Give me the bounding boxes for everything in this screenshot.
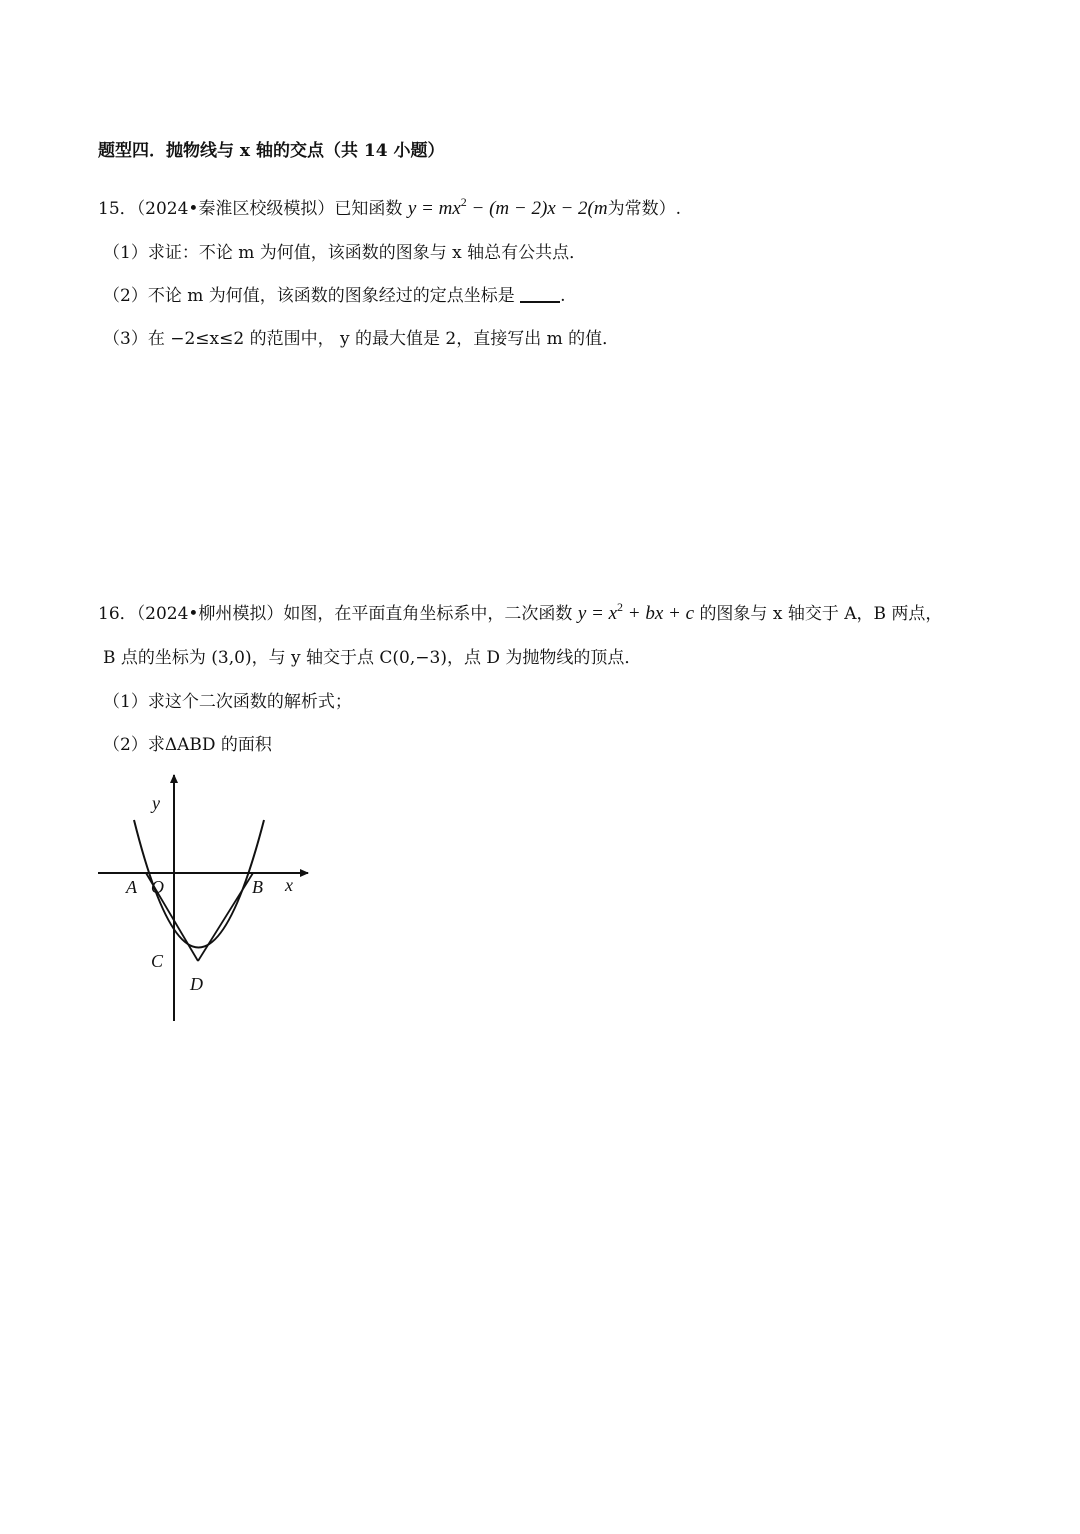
label-C: C: [151, 951, 164, 971]
q15-stem: [98, 190, 681, 221]
label-A: A: [126, 877, 137, 897]
parabola-figure: [90, 765, 320, 1025]
q15-tail: 为常数）.: [607, 199, 681, 219]
q15-part2-end: .: [560, 286, 566, 306]
q16-part1: （1）求这个二次函数的解析式；: [103, 692, 352, 712]
q15-part3: （3）在 −2≤x≤2 的范围中， y 的最大值是 2，直接写出 m 的值．: [103, 329, 620, 349]
q15-formula-a: y = mx: [407, 198, 461, 219]
q15-answer-blank: [520, 285, 560, 303]
label-B: B: [252, 877, 263, 897]
q16-formula: [577, 600, 695, 624]
q15-lead: 15．（2024•秦淮区校级模拟）已知函数: [98, 199, 403, 219]
q15-part2: [103, 284, 566, 308]
label-y: y: [152, 793, 160, 813]
q16-formula-sup: 2: [617, 600, 624, 614]
q15-part1: （1）求证：不论 m 为何值，该函数的图象与 x 轴总有公共点．: [103, 243, 587, 263]
section-heading: 题型四．抛物线与 x 轴的交点（共 14 小题）: [98, 141, 445, 161]
q16-lead: 16．（2024•柳州模拟）如图，在平面直角坐标系中，二次函数: [98, 604, 573, 624]
q16-stem: [98, 595, 942, 626]
q15-formula-sup: 2: [460, 195, 467, 209]
q16-tail: 的图象与 x 轴交于 A，B 两点，: [699, 604, 943, 624]
q16-line2: B 点的坐标为 (3,0)，与 y 轴交于点 C(0,−3)，点 D 为抛物线的顶点．: [103, 648, 642, 668]
label-x: x: [285, 875, 293, 895]
segment-BD: [198, 873, 253, 961]
q16-part2: （2）求ΔABD 的面积: [103, 735, 272, 755]
q15-formula: [407, 195, 608, 219]
q15-part2-text: （2）不论 m 为何值，该函数的图象经过的定点坐标是: [103, 286, 515, 306]
label-D: D: [190, 974, 203, 994]
q15-formula-b: − (m − 2)x − 2(m: [466, 198, 608, 219]
q16-formula-b: + bx + c: [623, 603, 695, 624]
label-O: O: [151, 877, 164, 897]
q16-formula-a: y = x: [577, 603, 618, 624]
